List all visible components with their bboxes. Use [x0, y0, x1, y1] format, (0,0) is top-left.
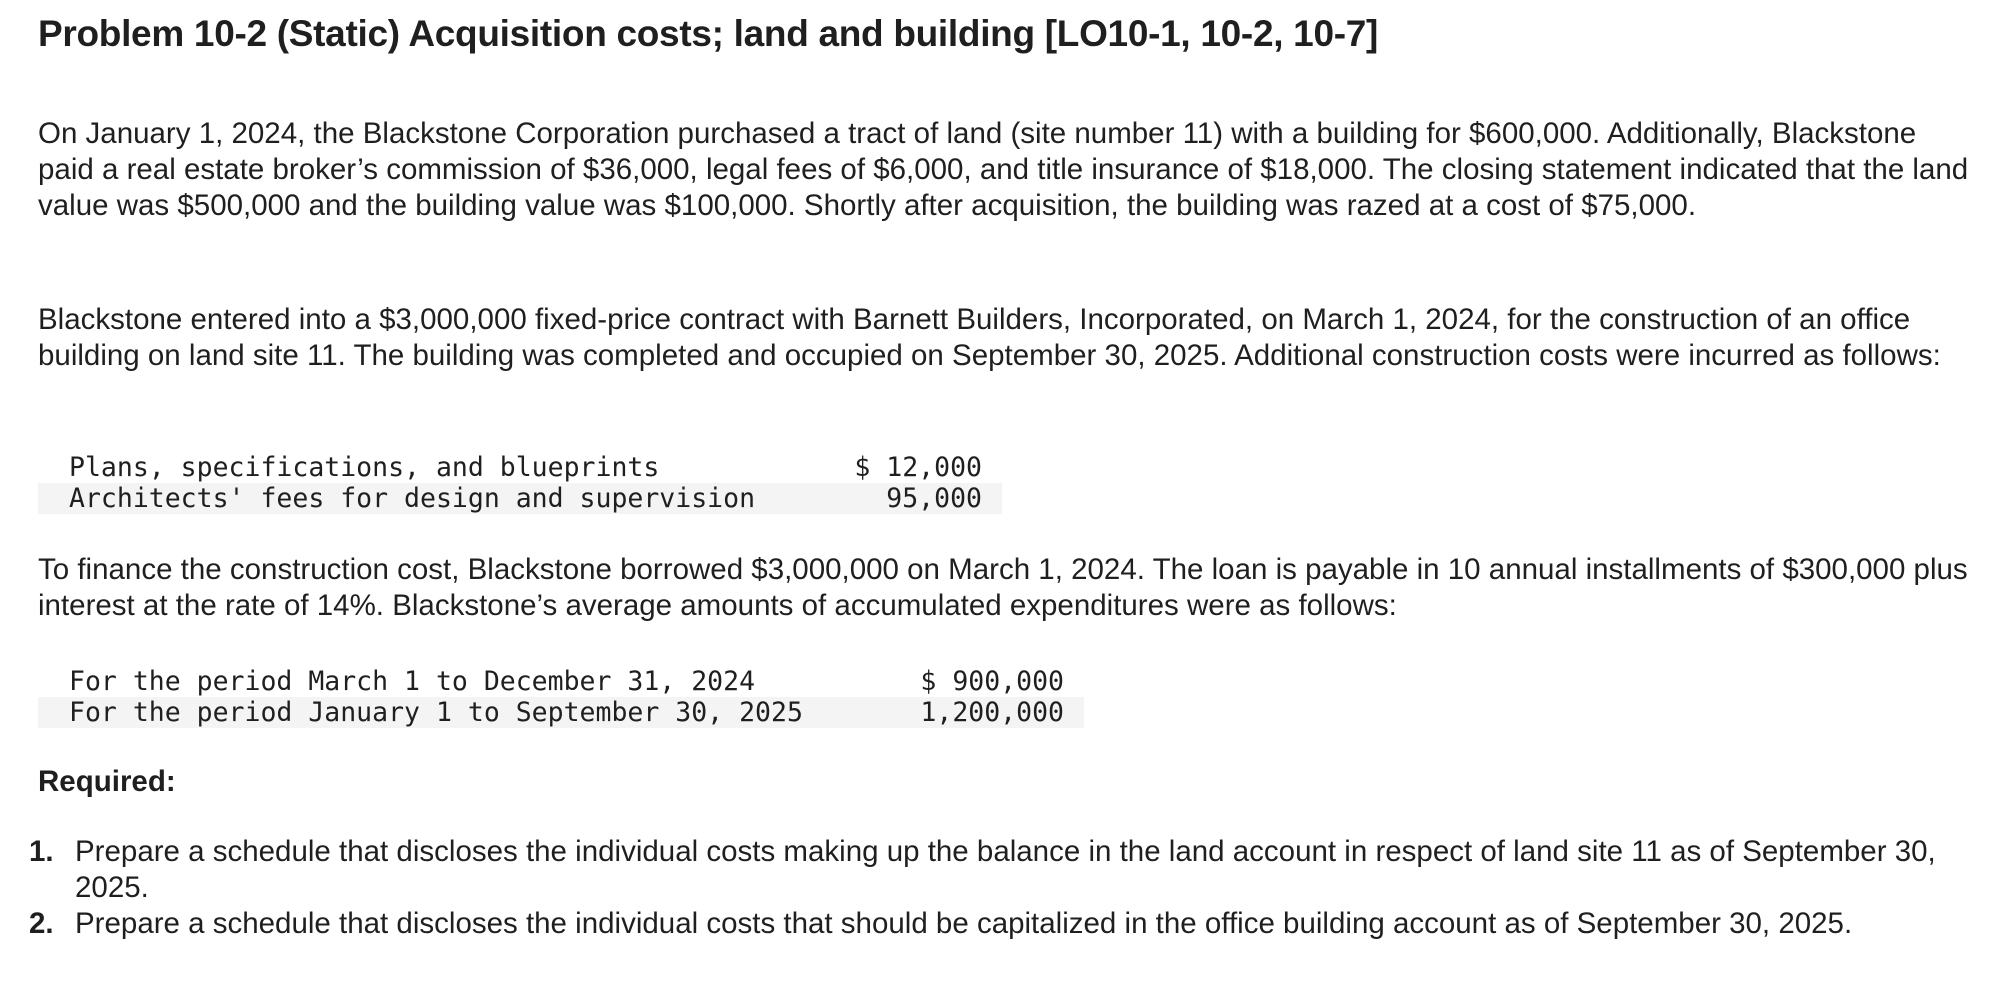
table-row	[38, 483, 1002, 514]
cost-amount: $ 12,000	[854, 452, 982, 483]
construction-contract-paragraph: Blackstone entered into a $3,000,000 fixed-price contract with Barnett Builders, Incorporated, on March 1, 2024, for the construction of an office building on land site 11. The building was completed and occupied on September 30, 2025. Additional construction costs were incurred as follows:	[38, 303, 1941, 372]
construction-costs-table	[38, 452, 1002, 514]
list-item	[29, 834, 1963, 906]
land-purchase-paragraph: On January 1, 2024, the Blackstone Corporation purchased a tract of land (site number 11) with a building for $600,000. Additionally, Blackstone paid a real estate broker’s commission of $36,000, legal fees of $6,000, and title insurance of $18,000. The closing statement indicated that the land value was $500,000 and the building value was $100,000. Shortly after acquisition, the building was razed at a cost of $75,000.	[38, 117, 1969, 222]
problem-title: Problem 10-2 (Static) Acquisition costs; land and building [LO10-1, 10-2, 10-7]	[38, 13, 1379, 54]
expenditure-amount: 1,200,000	[899, 697, 1084, 728]
expenditure-amount: $ 900,000	[920, 666, 1064, 697]
table-row	[38, 666, 1084, 697]
cost-label: Architects' fees for design and supervision	[38, 483, 834, 514]
required-heading: Required:	[38, 765, 176, 798]
period-label: For the period March 1 to December 31, 2024	[69, 666, 756, 697]
table-row	[38, 697, 1084, 728]
cost-label: Plans, specifications, and blueprints	[69, 452, 660, 483]
accumulated-expenditures-table	[38, 666, 1084, 728]
table-row	[38, 452, 1002, 483]
cost-amount: 95,000	[834, 483, 1002, 514]
period-label: For the period January 1 to September 30, 2025	[38, 697, 899, 728]
list-item-text: Prepare a schedule that discloses the individual costs making up the balance in the land account in respect of land site 11 as of September 30, 2025.	[75, 835, 1936, 904]
required-list	[29, 834, 1963, 942]
list-item-text: Prepare a schedule that discloses the individual costs that should be capitalized in the office building account as of September 30, 2025.	[75, 907, 1853, 940]
list-item	[29, 906, 1963, 942]
financing-paragraph: To finance the construction cost, Blackstone borrowed $3,000,000 on March 1, 2024. The loan is payable in 10 annual installments of $300,000 plus interest at the rate of 14%. Blackstone’s average amounts of accumulated expenditures were as follows:	[38, 553, 1968, 622]
list-item-number: 2.	[29, 907, 54, 940]
list-item-number: 1.	[29, 835, 54, 868]
